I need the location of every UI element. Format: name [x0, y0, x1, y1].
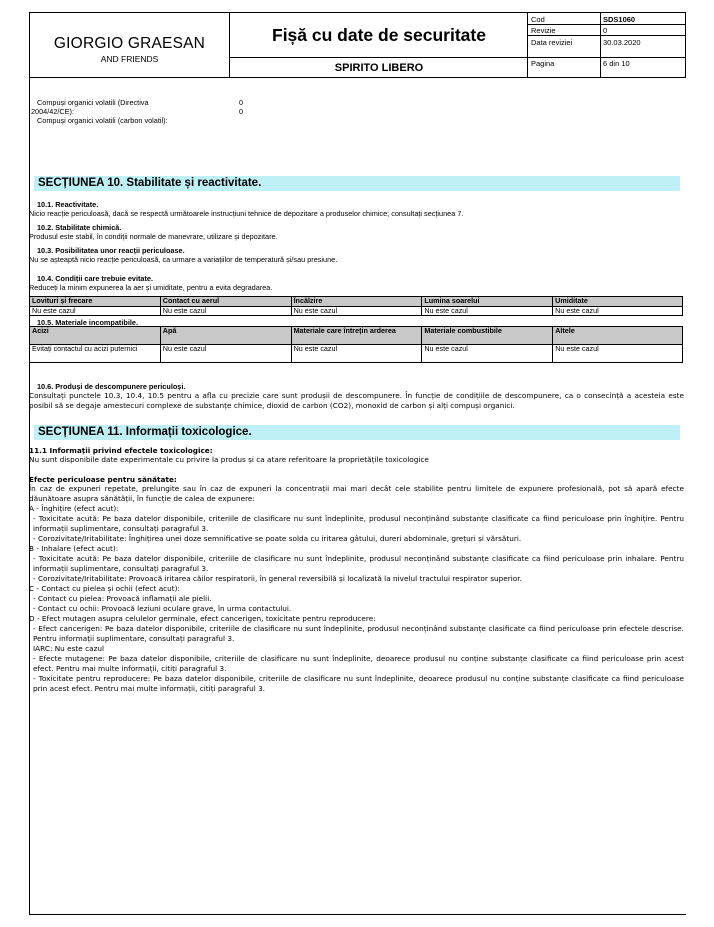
- table-cell: Nu este cazul: [30, 306, 161, 316]
- s10-2-title: 10.2. Stabilitate chimică.: [37, 223, 122, 232]
- s10-6-text: Consultați punctele 10.3, 10.4, 10.5 pentru a afla cu precizie care sunt produșii de descompunere. În funcție de condițiile de descompunere, ca o consecință a acesteia este posibil să se degaje amestecuri complexe de substanțe chimice, dioxid de carbon (CO2), monoxid de carbon și alți compuși organici.: [29, 391, 684, 411]
- product-name: SPIRITO LIBERO: [229, 57, 528, 78]
- effect-a1: - Toxicitate acută: Pe baza datelor disponibile, criteriile de clasificare nu sunt îndeplinite, produsul neconținând substanțe clasificate ca fiind periculoase prin înghițire. Pentru informații suplimentare, consultați paragraful 3.: [33, 514, 684, 534]
- table-header: Lovituri și frecare: [30, 297, 161, 307]
- company-block: [30, 13, 229, 77]
- voc-line-2: 2004/42/CE):: [31, 107, 74, 116]
- effect-d1: - Efect cancerigen: Pe baza datelor disponibile, criteriile de clasificare nu sunt îndeplinite, produsul neconținând substanțe clasificate ca fiind periculoase prin efectele descrise. Pentru informații suplimentare, consultați paragraful 3.: [33, 624, 684, 644]
- table-cell: Nu este cazul: [422, 306, 553, 316]
- table-cell: Nu este cazul: [291, 306, 422, 316]
- s10-4-title: 10.4. Condiții care trebuie evitate.: [37, 274, 153, 283]
- section-10-title: SECȚIUNEA 10. Stabilitate și reactivitate.: [34, 176, 680, 191]
- effect-d3: - Toxicitate pentru reproducere: Pe baza datelor disponibile, criteriile de clasificare nu sunt îndeplinite, deoarece produsul nu conține substanțe clasificate ca fiind periculoase prin acest efect. Pentru mai multe informații, citiți paragraful 3.: [33, 674, 684, 694]
- s10-4-text: Reduceți la minim expunerea la aer și umiditate, pentru a evita degradarea.: [29, 283, 273, 292]
- company-subtitle: AND FRIENDS: [100, 54, 159, 64]
- table-header: Contact cu aerul: [160, 297, 291, 307]
- table-cell: Nu este cazul: [553, 306, 683, 316]
- meta-cod-value: SDS1060: [603, 15, 636, 24]
- table-header: Materiale care întrețin arderea: [291, 327, 422, 345]
- table-cell: Nu este cazul: [553, 345, 683, 363]
- effect-b-title: B - Inhalare (efect acut):: [29, 544, 119, 553]
- effect-b2: - Corozivitate/Iritabilitate: Provoacă iritarea căilor respiratorii, în general reversibilă și localizată la nivelul tractului respirator superior.: [33, 574, 522, 583]
- s10-3-text: Nu se așteaptă nicio reacție periculoasă, ca urmare a variațiilor de temperatură și/sau presiune.: [29, 255, 338, 264]
- s10-1-text: Nicio reacție periculoasă, dacă se respectă următoarele instrucțiuni tehnice de depozitare a produselor chimice; consultați secțiunea 7.: [29, 209, 464, 218]
- s10-1-title: 10.1. Reactivitate.: [37, 200, 99, 209]
- table-cell: Nu este cazul: [160, 345, 291, 363]
- s10-3-title: 10.3. Posibilitatea unor reacții periculoase.: [37, 246, 185, 255]
- table-cell: Evitați contactul cu acizi puternici: [30, 345, 161, 363]
- effect-d2: - Efecte mutagene: Pe baza datelor disponibile, criteriile de clasificare nu sunt îndeplinite, deoarece produsul nu conține substanțe clasificate ca fiind periculoase prin acest efect. Pentru mai multe informații, citiți paragraful 3.: [33, 654, 684, 674]
- effects-intro: În caz de expuneri repetate, prelungite sau în caz de expuneri la concentrații mai mari decât cele stabilite pentru limitele de expunere profesională, pot să apară efecte dăunătoare asupra sănătății, în funcție de calea de expunere:: [29, 484, 684, 504]
- s10-2-text: Produsul este stabil, în condiții normale de manevrare, utilizare și depozitare.: [29, 232, 278, 241]
- effect-a2: - Corozivitate/Iritabilitate: Înghițirea unei doze semnificative se poate solda cu iritarea gâtului, dureri abdominale, grețuri și vărsături.: [33, 534, 522, 543]
- voc-line-1: Compuși organici volatili (Directiva: [37, 98, 149, 107]
- table-header: Încălzire: [291, 297, 422, 307]
- effects-title: Efecte periculoase pentru sănătate:: [29, 475, 177, 484]
- effect-d1b: IARC: Nu este cazul: [33, 644, 105, 653]
- company-name: GIORGIO GRAESAN: [53, 35, 206, 52]
- effect-c-title: C - Contact cu pielea și ochii (efect acut):: [29, 584, 180, 593]
- conditions-table: [29, 296, 683, 316]
- meta-revizie-value: 0: [603, 26, 608, 35]
- effect-b1: - Toxicitate acută: Pe baza datelor disponibile, criteriile de clasificare nu sunt îndeplinite, produsul neconținând substanțe clasificate ca fiind periculoase prin inhalare. Pentru informații suplimentare, consultați paragraful 3.: [33, 554, 684, 574]
- sds-page: [29, 12, 686, 915]
- document-title: Fișă cu date de securitate: [229, 13, 528, 57]
- effect-d-title: D - Efect mutagen asupra celulelor germinale, efect cancerigen, toxicitate pentru reproducere:: [29, 614, 376, 623]
- s10-6-title: 10.6. Produși de descompunere periculoși.: [37, 382, 186, 391]
- table-header: Lumina soarelui: [422, 297, 553, 307]
- effect-c2: - Contact cu ochii: Provoacă leziuni oculare grave, în urma contactului.: [33, 604, 292, 613]
- document-meta: Cod SDS1060 Revizie 0 Data reviziei 30.03.2020 Pagina 6 din 10: [527, 13, 686, 77]
- table-header: Altele: [553, 327, 683, 345]
- incompatible-materials-table: [29, 326, 683, 363]
- table-cell: Nu este cazul: [291, 345, 422, 363]
- effect-c1: - Contact cu pielea: Provoacă inflamații ale pielii.: [33, 594, 212, 603]
- meta-pagina-value: 6 din 10: [603, 59, 630, 68]
- table-header: Apă: [160, 327, 291, 345]
- s11-1-title: 11.1 Informații privind efectele toxicologice:: [29, 446, 213, 455]
- table-cell: Nu este cazul: [160, 306, 291, 316]
- s11-1-text: Nu sunt disponibile date experimentale cu privire la produs și ca atare referitoare la proprietățile toxicologice: [29, 455, 429, 464]
- voc-line-3: Compuși organici volatili (carbon volatil):: [37, 116, 168, 125]
- page-bottom-border: [29, 914, 686, 915]
- s10-5-title: 10.5. Materiale incompatibile.: [37, 318, 138, 327]
- voc-value-1: 0: [239, 98, 244, 107]
- table-header: Acizi: [30, 327, 161, 345]
- table-header: Materiale combustibile: [422, 327, 553, 345]
- table-cell: Nu este cazul: [422, 345, 553, 363]
- effect-a-title: A - Înghițire (efect acut):: [29, 504, 119, 513]
- table-header: Umiditate: [553, 297, 683, 307]
- voc-value-2: 0: [239, 107, 244, 116]
- meta-data-value: 30.03.2020: [603, 38, 641, 47]
- document-header: [29, 12, 686, 78]
- section-11-title: SECȚIUNEA 11. Informații toxicologice.: [34, 425, 680, 440]
